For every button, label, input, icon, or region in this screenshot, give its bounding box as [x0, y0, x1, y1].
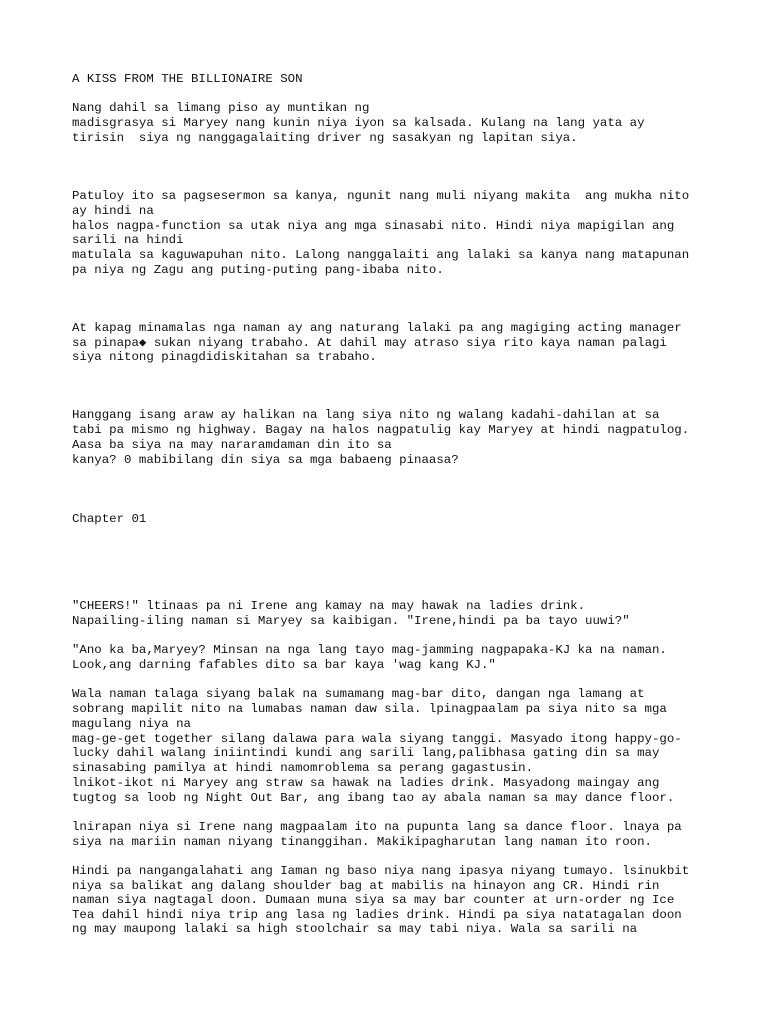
text-line: ay hindi na [72, 204, 154, 218]
text-line: naman siya nagtagal doon. Dumaan muna siya sa may bar counter at urn-order ng Ice [72, 893, 675, 907]
text-line: sa pinapa◆ sukan niyang trabaho. At dahil may atraso siya rito kaya naman palagi [72, 336, 667, 350]
text-line: Patuloy ito sa pagsesermon sa kanya, ngunit nang muli niyang makita ang mukha nito [72, 189, 690, 203]
text-line: Napailing-iling naman si Maryey sa kaibigan. "Irene,hindi pa ba tayo uuwi?" [72, 614, 630, 628]
text-line: lucky dahil walang iniintindi kundi ang sarili lang,palibhasa gating din sa may [72, 746, 660, 760]
text-line: tugtog sa loob ng Night Out Bar, ang ibang tao ay abala naman sa may dance floor. [72, 791, 675, 805]
text-line: siya na mariin naman niyang tinanggihan. Makikipagharutan lang naman ito roon. [72, 835, 652, 849]
text-line: Nang dahil sa limang piso ay muntikan ng [72, 101, 370, 115]
text-line: sobrang mapilit nito na lumabas naman daw sila. lpinagpaalam pa siya nito sa mga [72, 702, 667, 716]
text-line: magulang niya na [72, 717, 191, 731]
text-line: siya nitong pinagdidiskitahan sa trabaho. [72, 350, 377, 364]
text-line: tabi pa mismo ng highway. Bagay na halos nagpatulig kay Maryey at hindi nagpatulog. [72, 423, 690, 437]
text-line: Look,ang darning fafables dito sa bar kaya 'wag kang KJ." [72, 658, 496, 672]
text-line: At kapag minamalas nga naman ay ang naturang lalaki pa ang magiging acting manager [72, 321, 682, 335]
text-line: tirisin siya ng nanggagalaiting driver ng sasakyan ng lapitan siya. [72, 131, 578, 145]
text-line: lnikot-ikot ni Maryey ang straw sa hawak na ladies drink. Masyadong maingay ang [72, 776, 660, 790]
text-line: "CHEERS!" ltinaas pa ni Irene ang kamay na may hawak na ladies drink. [72, 599, 586, 613]
text-line: Hanggang isang araw ay halikan na lang siya nito ng walang kadahi-dahilan at sa [72, 408, 660, 422]
text-line: ng may maupong lalaki sa high stoolchair sa may tabi niya. Wala sa sarili na [72, 922, 638, 936]
text-line: lnirapan niya si Irene nang magpaalam ito na pupunta lang sa dance floor. lnaya pa [72, 820, 682, 834]
text-line: Wala naman talaga siyang balak na sumamang mag-bar dito, dangan nga lamang at [72, 687, 645, 701]
text-line: "Ano ka ba,Maryey? Minsan na nga lang tayo mag-jamming nagpapaka-KJ ka na naman. [72, 643, 667, 657]
chapter-heading: Chapter 01 [72, 512, 147, 526]
text-line: Aasa ba siya na may nararamdaman din ito sa [72, 438, 392, 452]
text-line: Hindi pa nangangalahati ang Iaman ng baso niya nang ipasya niyang tumayo. lsinukbit [72, 864, 690, 878]
text-line: pa niya ng Zagu ang puting-puting pang-ibaba nito. [72, 263, 444, 277]
text-line: mag-ge-get together silang dalawa para wala siyang tanggi. Masyado itong happy-go- [72, 732, 682, 746]
text-line: Tea dahil hindi niya trip ang lasa ng ladies drink. Hindi pa siya natatagalan doon [72, 908, 682, 922]
text-line: sinasabing pamilya at hindi namomroblema sa perang gagastusin. [72, 761, 534, 775]
text-line: halos nagpa-function sa utak niya ang mga sinasabi nito. Hindi niya mapigilan ang [72, 219, 675, 233]
text-line: sarili na hindi [72, 233, 184, 247]
document-title: A KISS FROM THE BILLIONAIRE SON [72, 72, 303, 86]
text-line: kanya? 0 mabibilang din siya sa mga babaeng pinaasa? [72, 453, 459, 467]
text-line: matulala sa kaguwapuhan nito. Lalong nanggalaiti ang lalaki sa kanya nang matapunan [72, 248, 690, 262]
text-line: niya sa balikat ang dalang shoulder bag at mabilis na hinayon ang CR. Hindi rin [72, 879, 660, 893]
text-line: madisgrasya si Maryey nang kunin niya iyon sa kalsada. Kulang na lang yata ay [72, 116, 645, 130]
